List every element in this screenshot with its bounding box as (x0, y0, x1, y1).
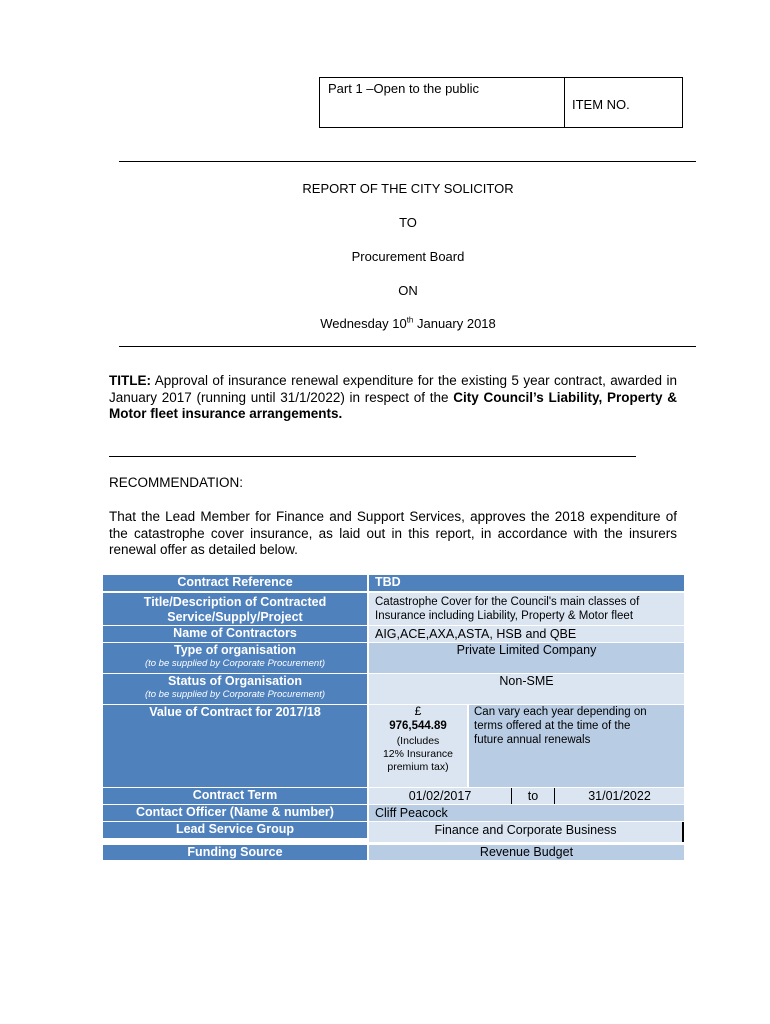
contract-term-end: 31/01/2022 (555, 788, 684, 804)
contract-term-start: 01/02/2017 (369, 788, 512, 804)
lead-service-label: Lead Service Group (103, 822, 367, 838)
contractors-label: Name of Contractors (103, 626, 367, 642)
value-contract-label: Value of Contract for 2017/18 (103, 705, 367, 787)
contract-term-to: to (512, 788, 555, 804)
currency-symbol: £ (414, 704, 422, 718)
report-line-3: Procurement Board (351, 249, 465, 264)
recommendation-text: That the Lead Member for Finance and Support Services, approves the 2018 expenditure of the catastrophe cover insurance, as laid out in this report, in accordance with the insurers renewal offer as detailed below. (109, 509, 677, 557)
contract-term-label: Contract Term (103, 788, 367, 804)
title-description-value: Catastrophe Cover for the Council's main classes of Insurance including Liability, Property & Motor fleet (369, 593, 684, 625)
contact-officer-label: Contact Officer (Name & number) (103, 805, 367, 821)
part-label: Part 1 –Open to the public (328, 81, 480, 96)
item-label: ITEM NO. (572, 97, 630, 112)
report-line-4: ON (398, 283, 418, 298)
contractors-value: AIG,ACE,AXA,ASTA, HSB and QBE (369, 626, 684, 642)
report-line-2: TO (399, 215, 417, 230)
status-org-note: (to be supplied by Corporate Procurement) (144, 689, 326, 700)
divider-title (109, 456, 636, 457)
lead-service-label-bg (103, 822, 367, 842)
divider-top (119, 161, 696, 162)
divider-mid (119, 346, 696, 347)
type-org-label: Type of organisation (to be supplied by Corporate Procurement) (103, 643, 367, 673)
contract-amount: 976,544.89 (389, 720, 447, 732)
contract-reference-label: Contract Reference (103, 575, 367, 591)
report-date: Wednesday 10th January 2018 (320, 315, 496, 331)
value-contract-amount-cell: £ 976,544.89 (Includes 12% Insurance premium tax) (369, 705, 467, 787)
report-line-1: REPORT OF THE CITY SOLICITOR (302, 181, 514, 196)
status-org-label: Status of Organisation (to be supplied by Corporate Procurement) (103, 674, 367, 704)
recommendation-heading: RECOMMENDATION: (109, 475, 243, 490)
title-paragraph: TITLE: Approval of insurance renewal expenditure for the existing 5 year contract, awarded in January 2017 (running until 31/1/2022) in respect of the City Council’s Liability, Property & Motor fleet insurance arrangements. (109, 373, 677, 421)
contact-officer-value: Cliff Peacock (369, 805, 684, 821)
header-box (319, 77, 683, 128)
type-org-value: Private Limited Company (369, 643, 684, 673)
funding-value: Revenue Budget (369, 845, 684, 860)
status-org-value: Non-SME (369, 674, 684, 704)
title-label: TITLE: (109, 373, 151, 388)
type-org-note: (to be supplied by Corporate Procurement) (144, 658, 326, 669)
title-description-label: Title/Description of Contracted Service/Supply/Project (103, 593, 367, 625)
funding-label: Funding Source (103, 845, 367, 860)
contract-reference-value: TBD (369, 575, 684, 591)
value-contract-comment: Can vary each year depending on terms offered at the time of the future annual renewals (469, 705, 684, 787)
lead-service-value: Finance and Corporate Business (369, 822, 684, 842)
part-cell (320, 78, 565, 127)
